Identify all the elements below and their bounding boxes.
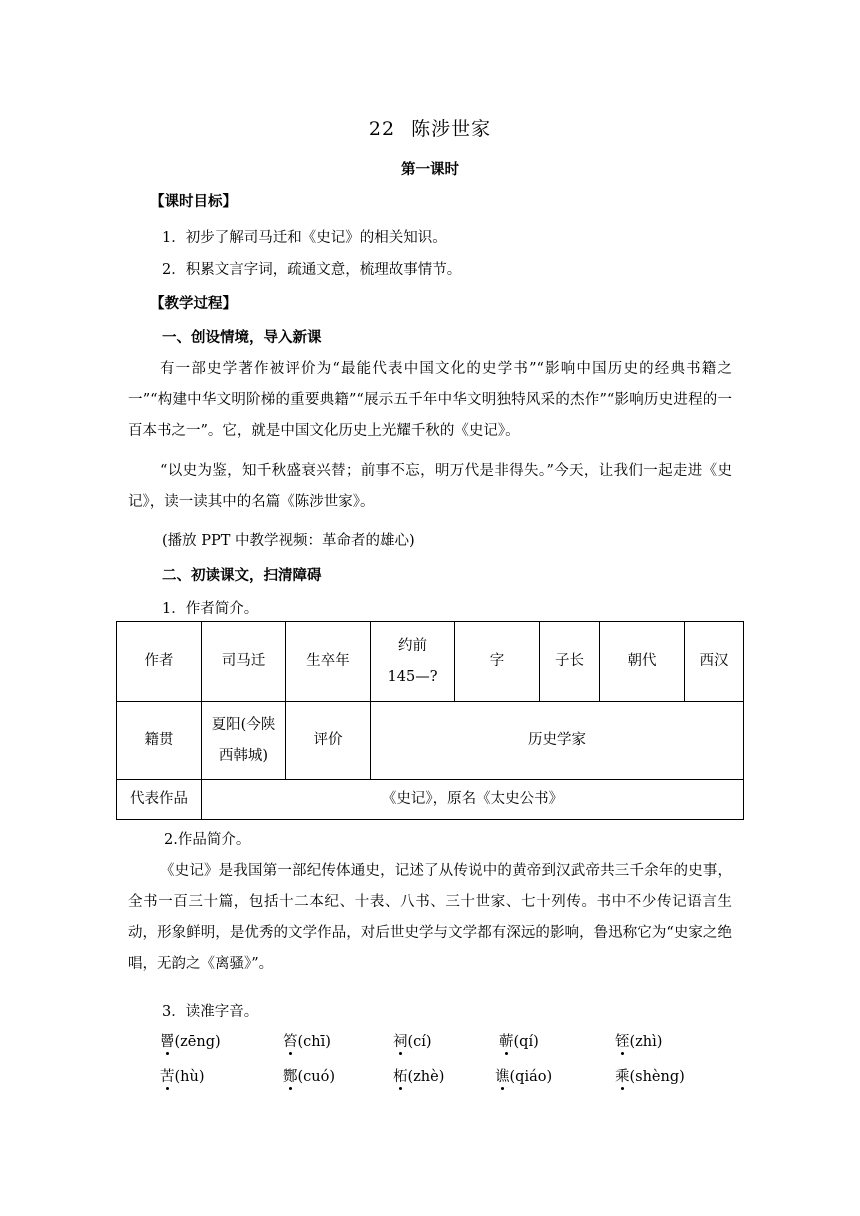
intro-paragraph-2: “以史为鉴，知千秋盛衰兴替；前事不忘，明万代是非得失。”今天，让我们一起走进《史记》，读一读其中的名篇《陈涉世家》。: [128, 463, 732, 510]
goals-heading: 【课时目标】: [150, 194, 237, 210]
author-intro-label: 1．作者简介。: [162, 601, 259, 617]
table-cell-lifespan-value: [371, 622, 455, 702]
table-row: [117, 622, 744, 702]
list-item: 柘(zhè): [393, 1065, 444, 1086]
table-cell-hometown-value: [202, 702, 286, 780]
table-cell-author-label: 作者: [117, 622, 202, 702]
lesson-title-text: 陈涉世家: [411, 118, 492, 140]
goal-item-1: 1．初步了解司马迁和《史记》的相关知识。: [162, 230, 447, 246]
work-intro-label: 2.作品简介。: [164, 832, 251, 848]
table-cell-dynasty-value: 西汉: [685, 622, 744, 702]
table-cell-works-value: 《史记》，原名《太史公书》: [202, 780, 744, 820]
work-intro-paragraph: 《史记》是我国第一部纪传体通史，记述了从传说中的黄帝到汉武帝共三千余年的史事，全书一百三十篇，包括十二本纪、十表、八书、三十世家、七十列传。书中不少传记语言生动，形象鲜明，是优秀的文学作品，对后世史学与文学都有深远的影响，鲁迅称它为“史家之绝唱，无韵之《离骚》”。: [128, 863, 732, 972]
table-cell-evaluation-label: 评价: [286, 702, 371, 780]
list-item: 铚(zhì): [615, 1030, 662, 1051]
list-item: 祠(cí): [393, 1030, 432, 1051]
video-note: (播放 PPT 中教学视频：革命者的雄心): [162, 533, 415, 549]
list-item: 罾(zēng): [160, 1030, 221, 1051]
table-cell-hometown-label: 籍贯: [117, 702, 202, 780]
goal-item-2: 2．积累文言字词，疏通文意，梳理故事情节。: [162, 262, 462, 278]
table-cell-author-value: 司马迁: [202, 622, 286, 702]
list-item: 酂(cuó): [283, 1065, 335, 1086]
list-item: 乘(shèng): [615, 1065, 685, 1086]
list-item: 笞(chī): [283, 1030, 331, 1051]
table-cell-works-label: 代表作品: [117, 780, 202, 820]
lesson-title: [0, 114, 860, 141]
list-item: 谯(qiáo): [495, 1065, 552, 1086]
intro-paragraph-1: 有一部史学著作被评价为“最能代表中国文化的史学书”“影响中国历史的经典书籍之一”“构建中华文明阶梯的重要典籍”“展示五千年中华文明独特风采的杰作”“影响历史进程的一百本书之一”。它，就是中国文化历史上光耀千秋的《史记》。: [128, 361, 732, 439]
list-item: 苦(hù): [160, 1065, 205, 1086]
table-row: [117, 702, 744, 780]
process-heading: 【教学过程】: [150, 296, 237, 312]
section2-heading: 二、初读课文，扫清障碍: [162, 568, 322, 584]
table-cell-dynasty-label: 朝代: [600, 622, 685, 702]
table-cell-lifespan-label: 生卒年: [286, 622, 371, 702]
table-cell-courtesy-label: 字: [455, 622, 540, 702]
lesson-number: 22: [368, 118, 396, 140]
lifespan-line-1: 约前: [398, 637, 427, 654]
table-cell-courtesy-value: 子长: [540, 622, 600, 702]
hometown-line-1: 夏阳(今陕: [211, 716, 276, 733]
list-item: 蕲(qí): [499, 1030, 539, 1051]
lifespan-line-2: 145—?: [387, 668, 438, 685]
pronunciation-label: 3．读准字音。: [162, 1004, 259, 1020]
table-row: [117, 780, 744, 820]
hometown-line-2: 西韩城): [218, 747, 269, 764]
lesson-subtitle: 第一课时: [401, 162, 459, 178]
section1-heading: 一、创设情境，导入新课: [162, 330, 322, 346]
author-info-table: [116, 621, 744, 820]
table-cell-evaluation-value: 历史学家: [371, 702, 744, 780]
